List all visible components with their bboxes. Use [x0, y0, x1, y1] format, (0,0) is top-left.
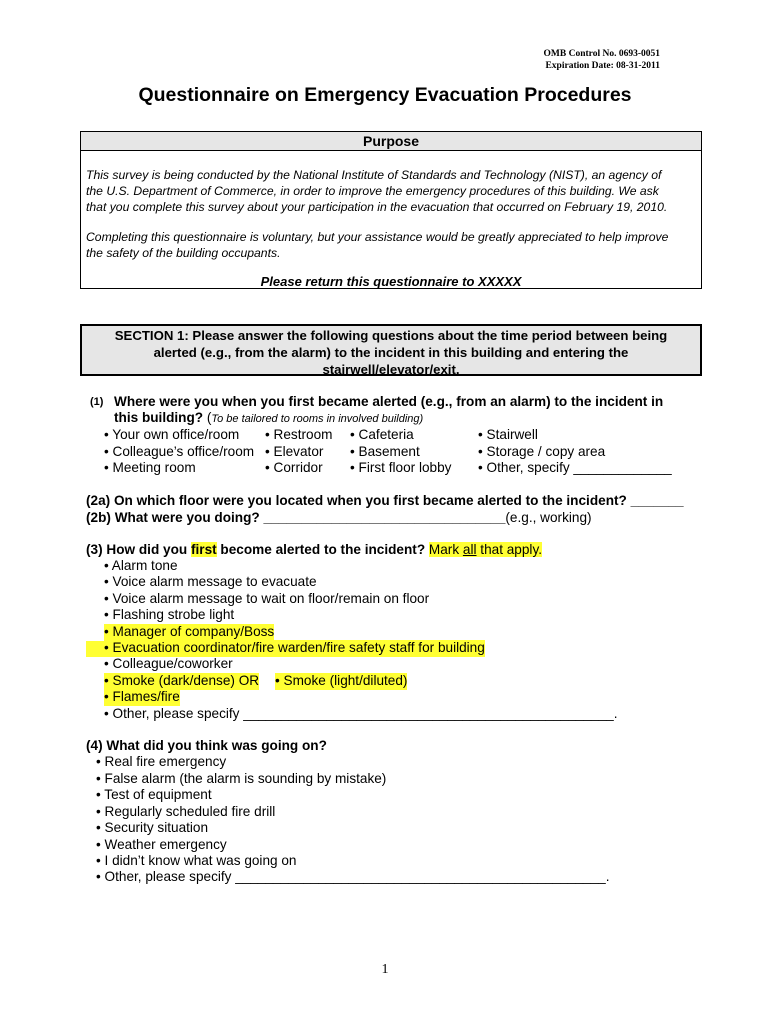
q4-option[interactable]: • Test of equipment: [96, 787, 212, 802]
q3-option[interactable]: • Alarm tone: [104, 558, 178, 573]
q4-option[interactable]: • Real fire emergency: [96, 754, 227, 769]
q3-option-other[interactable]: • Other, please specify _________________________________________________.: [104, 706, 618, 721]
question-1-number: (1): [90, 396, 104, 408]
q1-option[interactable]: • Your own office/room: [104, 427, 240, 442]
purpose-text-line: This survey is being conducted by the National Institute of Standards and Technology (NIST), an agency of: [86, 168, 662, 182]
question-4: (4) What did you think was going on?: [86, 738, 327, 753]
page-title: Questionnaire on Emergency Evacuation Procedures: [138, 84, 632, 106]
question-1-note-open: (: [206, 410, 212, 425]
q1-option[interactable]: • Stairwell: [478, 427, 538, 442]
q1-option[interactable]: • Restroom: [265, 427, 333, 442]
instruction-mark: Mark: [428, 542, 463, 557]
q3-option[interactable]: • Flashing strobe light: [104, 607, 235, 622]
purpose-text-line: the U.S. Department of Commerce, in order to improve the emergency procedures of this building. We ask: [86, 184, 659, 198]
question-2b-line[interactable]: [86, 510, 592, 527]
q1-option[interactable]: • Cafeteria: [350, 427, 414, 442]
q1-option[interactable]: • Basement: [350, 444, 420, 459]
question-3: [86, 542, 542, 559]
purpose-text-line: the safety of the building occupants.: [86, 246, 281, 260]
section-1-line: SECTION 1: Please answer the following questions about the time period between being: [114, 328, 668, 343]
q4-option[interactable]: • Regularly scheduled fire drill: [96, 804, 276, 819]
q3-option[interactable]: • Voice alarm message to wait on floor/remain on floor: [104, 591, 430, 606]
question-2b: (2b) What were you doing? ________________________________: [86, 510, 506, 525]
q1-option[interactable]: • Colleague’s office/room: [104, 444, 255, 459]
q4-option[interactable]: • Security situation: [96, 820, 209, 835]
q1-option[interactable]: • Corridor: [265, 460, 323, 475]
purpose-box: [80, 150, 702, 289]
q3-option-highlighted[interactable]: • Manager of company/Boss: [104, 624, 275, 639]
q1-option[interactable]: • Meeting room: [104, 460, 196, 475]
section-1-line: alerted (e.g., from the alarm) to the incident in this building and entering the: [153, 345, 629, 360]
q4-option[interactable]: • Weather emergency: [96, 837, 227, 852]
return-instruction: Please return this questionnaire to XXXXX: [260, 274, 522, 289]
question-3-text: (3) How did you: [86, 542, 191, 557]
section-1-line: stairwell/elevator/exit.: [322, 362, 460, 377]
instruction-apply: that apply.: [476, 542, 543, 557]
q3-option[interactable]: • Voice alarm message to evacuate: [104, 574, 317, 589]
question-2b-example: (e.g., working): [505, 510, 592, 525]
purpose-text-line: that you complete this survey about your participation in the evacuation that occurred on February 19, 2010.: [86, 200, 668, 214]
page-number: 1: [381, 962, 389, 977]
q3-option-highlighted[interactable]: • Smoke (light/diluted): [275, 673, 408, 688]
purpose-text-line: Completing this questionnaire is voluntary, but your assistance would be greatly appreciated to help improve: [86, 230, 669, 244]
q3-option-highlighted[interactable]: • Evacuation coordinator/fire warden/fire safety staff for building: [104, 640, 485, 655]
q4-option-other[interactable]: • Other, please specify _________________________________________________.: [96, 869, 610, 884]
question-1-text: Where were you when you first became alerted (e.g., from an alarm) to the incident in: [114, 394, 664, 409]
q1-option[interactable]: • First floor lobby: [350, 460, 452, 475]
q3-option[interactable]: • Colleague/coworker: [104, 656, 233, 671]
purpose-heading: Purpose: [80, 131, 702, 151]
q1-option[interactable]: • Elevator: [265, 444, 324, 459]
q4-option[interactable]: • I didn’t know what was going on: [96, 853, 297, 868]
omb-control-number: OMB Control No. 0693-0051: [543, 49, 660, 59]
question-1-note: To be tailored to rooms in involved building): [211, 413, 424, 425]
q3-option-highlighted[interactable]: • Flames/fire: [104, 689, 180, 704]
section-1-header: [80, 324, 702, 376]
q4-option[interactable]: • False alarm (the alarm is sounding by mistake): [96, 771, 387, 786]
question-1-text-2: [114, 410, 423, 428]
instruction-all: all: [462, 542, 477, 557]
q1-option[interactable]: • Other, specify _____________: [478, 460, 672, 475]
question-2a[interactable]: (2a) On which floor were you located when you first became alerted to the incident? _______: [86, 493, 684, 508]
q3-option-highlighted[interactable]: • Smoke (dark/dense) OR: [104, 673, 260, 688]
expiration-date: Expiration Date: 08-31-2011: [545, 61, 660, 71]
question-3-text-cont: become alerted to the incident?: [216, 542, 426, 557]
question-3-first: first: [190, 542, 217, 557]
question-3-instruction: [429, 542, 542, 557]
q1-option[interactable]: • Storage / copy area: [478, 444, 606, 459]
question-1-text-cont: this building?: [114, 410, 204, 425]
highlight-mark: [86, 641, 104, 657]
